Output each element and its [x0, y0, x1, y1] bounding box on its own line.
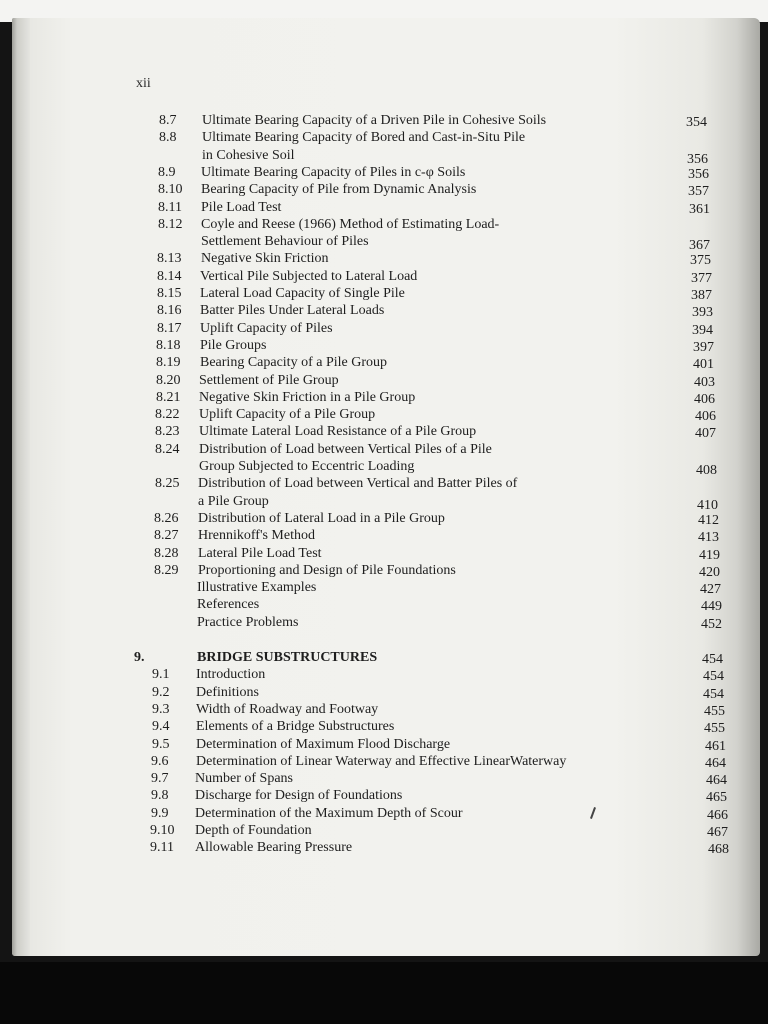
toc-row [12, 181, 760, 198]
section-title: Introduction [196, 667, 266, 683]
section-title: a Pile Group [198, 493, 269, 509]
section-number: 9.10 [150, 823, 175, 838]
page-reference: 454 [703, 686, 724, 702]
toc-row [12, 718, 760, 735]
page-reference: 465 [706, 790, 727, 806]
toc-row [12, 354, 760, 371]
page-reference: 397 [693, 339, 714, 355]
toc-row [12, 736, 760, 753]
section-title: Group Subjected to Eccentric Loading [199, 459, 415, 474]
page-reference: 401 [693, 357, 714, 373]
page-reference: 412 [698, 512, 719, 528]
page-reference: 406 [695, 409, 716, 425]
section-number: 9.6 [151, 753, 169, 769]
section-title: Vertical Pile Subjected to Lateral Load [200, 268, 418, 284]
page-reference: 394 [692, 322, 713, 338]
section-number: 9.9 [151, 805, 169, 821]
section-title: Settlement of Pile Group [199, 372, 339, 388]
section-number: 8.26 [154, 510, 179, 526]
page-reference: 410 [697, 497, 718, 513]
section-number: 8.16 [157, 303, 182, 319]
section-title: Ultimate Bearing Capacity of Piles in c-φ Soils [201, 164, 466, 180]
toc-row [12, 839, 760, 856]
section-number: 8.13 [157, 251, 182, 267]
toc-row [12, 614, 760, 631]
page-reference: 403 [694, 374, 715, 390]
section-title: BRIDGE SUBSTRUCTURES [197, 650, 378, 665]
scan-bottom-margin [0, 962, 768, 1024]
page-reference: 466 [707, 807, 728, 823]
section-number: 9.8 [151, 788, 169, 804]
section-number: 8.25 [155, 476, 180, 492]
page-reference: 455 [704, 721, 725, 737]
toc-row [12, 389, 760, 406]
page-reference: 356 [688, 166, 709, 182]
section-title: Discharge for Design of Foundations [195, 788, 403, 804]
toc-row [12, 493, 760, 513]
toc-row [12, 770, 760, 787]
toc-row [12, 268, 760, 285]
page-reference: 406 [694, 391, 715, 407]
section-number: 8.27 [154, 528, 179, 544]
toc-row [12, 701, 760, 718]
section-number: 8.12 [158, 216, 183, 232]
section-title: Determination of the Maximum Depth of Scour [195, 805, 463, 821]
section-title: Batter Piles Under Lateral Loads [200, 303, 385, 319]
section-title: Ultimate Bearing Capacity of Bored and Cast-in-Situ Pile [202, 130, 526, 146]
section-number: 8.21 [156, 389, 181, 405]
toc-row [12, 787, 760, 804]
section-title: Illustrative Examples [197, 580, 317, 596]
section-number: 8.23 [155, 424, 180, 440]
page-reference: 356 [687, 151, 708, 167]
page-reference: 454 [703, 669, 724, 685]
section-title: Distribution of Load between Vertical Piles of a Pile [199, 441, 492, 457]
toc-row [12, 406, 760, 423]
section-number: 8.14 [157, 268, 182, 284]
section-number: 9.4 [152, 719, 170, 735]
toc-row [12, 441, 760, 458]
page-reference: 413 [698, 530, 719, 546]
toc-row [12, 666, 760, 683]
section-title: Settlement Behaviour of Piles [201, 234, 369, 250]
page-reference: 357 [688, 184, 709, 200]
section-number: 8.11 [158, 199, 182, 215]
toc-row [12, 302, 760, 319]
section-title: Allowable Bearing Pressure [195, 840, 353, 856]
section-number: 8.7 [159, 113, 177, 128]
toc-row [12, 250, 760, 267]
toc-row [12, 753, 760, 770]
page-reference: 454 [702, 652, 723, 667]
toc-row [12, 423, 760, 440]
page-reference: 407 [695, 426, 716, 442]
section-title: Coyle and Reese (1966) Method of Estimating Load- [201, 216, 500, 232]
section-number: 9.1 [152, 667, 170, 683]
toc-row [12, 684, 760, 701]
section-title: Number of Spans [195, 771, 293, 787]
page-reference: 354 [686, 115, 707, 130]
page-reference: 455 [704, 703, 725, 719]
section-number: 9.3 [152, 701, 170, 717]
section-number: 9.11 [150, 840, 174, 856]
section-title: Pile Groups [200, 337, 267, 353]
section-title: in Cohesive Soil [202, 147, 295, 163]
table-of-contents [12, 18, 760, 956]
page-reference: 420 [699, 564, 720, 580]
page-reference: 361 [689, 201, 710, 217]
section-title: Definitions [196, 684, 259, 700]
section-title: Hrennikoff's Method [198, 528, 315, 544]
page-reference: 449 [701, 599, 722, 615]
toc-row [12, 372, 760, 389]
section-title: Determination of Maximum Flood Discharge [196, 736, 451, 752]
toc-row [12, 475, 760, 492]
section-title: Negative Skin Friction in a Pile Group [199, 389, 416, 405]
section-number: 9.7 [151, 771, 169, 787]
toc-row [12, 822, 760, 839]
section-title: Uplift Capacity of a Pile Group [199, 407, 376, 423]
section-title: References [197, 597, 260, 613]
toc-row [12, 805, 760, 822]
section-title: Proportioning and Design of Pile Foundations [198, 562, 456, 578]
toc-row [12, 562, 760, 579]
toc-row [12, 199, 760, 216]
section-number: 8.24 [155, 441, 180, 457]
section-title: Distribution of Lateral Load in a Pile Group [198, 510, 445, 526]
toc-row [12, 596, 760, 613]
page-reference: 375 [690, 253, 711, 269]
section-number: 8.20 [156, 372, 181, 388]
page-reference: 468 [708, 842, 729, 858]
section-number: 9.5 [152, 736, 170, 752]
page-reference: 377 [691, 270, 712, 286]
toc-row [12, 112, 760, 129]
section-number: 8.28 [154, 545, 179, 561]
section-title: Distribution of Load between Vertical and Batter Piles of [198, 476, 518, 492]
page-reference: 408 [696, 463, 717, 478]
section-number: 8.9 [158, 164, 176, 180]
toc-row [12, 527, 760, 544]
section-title: Lateral Pile Load Test [198, 545, 322, 561]
toc-row [12, 320, 760, 337]
section-title: Practice Problems [197, 614, 299, 630]
toc-row [12, 579, 760, 596]
section-title: Elements of a Bridge Substructures [196, 719, 395, 735]
section-number: 8.29 [154, 562, 179, 578]
section-title: Negative Skin Friction [201, 251, 329, 267]
section-title: Uplift Capacity of Piles [200, 320, 333, 336]
page-number: xii [136, 76, 151, 91]
section-number: 8.8 [159, 130, 177, 146]
section-title: Pile Load Test [201, 199, 282, 215]
page-reference: 452 [701, 616, 722, 632]
toc-row [12, 164, 760, 181]
page-reference: 461 [705, 738, 726, 754]
page-reference: 393 [692, 305, 713, 321]
section-title: Bearing Capacity of a Pile Group [200, 355, 388, 371]
page-reference: 464 [706, 773, 727, 789]
section-number: 8.18 [156, 337, 181, 353]
section-title: Bearing Capacity of Pile from Dynamic Analysis [201, 182, 477, 198]
section-number: 8.22 [155, 407, 180, 423]
toc-row [12, 129, 760, 146]
section-number: 9. [134, 650, 145, 665]
section-number: 8.17 [157, 320, 182, 336]
toc-row [12, 147, 760, 167]
page-reference: 464 [705, 755, 726, 771]
section-title: Lateral Load Capacity of Single Pile [200, 286, 405, 301]
toc-row [12, 510, 760, 527]
toc-row [12, 216, 760, 233]
section-number: 8.10 [158, 182, 183, 198]
section-number: 9.2 [152, 684, 170, 700]
book-page [12, 18, 760, 956]
section-title: Determination of Linear Waterway and Effective LinearWaterway [196, 753, 567, 769]
toc-row [12, 285, 760, 302]
chapter-heading-row [12, 649, 760, 666]
section-number: 8.19 [156, 355, 181, 371]
section-title: Width of Roadway and Footway [196, 701, 379, 717]
toc-row [12, 458, 760, 478]
section-title: Ultimate Lateral Load Resistance of a Pile Group [199, 424, 477, 440]
toc-row [12, 233, 760, 254]
page-reference: 419 [699, 547, 720, 563]
section-number: 8.15 [157, 286, 182, 301]
page-reference: 467 [707, 825, 728, 840]
page-reference: 367 [689, 238, 710, 254]
section-title: Ultimate Bearing Capacity of a Driven Pile in Cohesive Soils [202, 113, 547, 128]
page-reference: 387 [691, 288, 712, 303]
section-title: Depth of Foundation [195, 823, 312, 838]
toc-row [12, 337, 760, 354]
page-reference: 427 [700, 582, 721, 598]
toc-row [12, 545, 760, 562]
